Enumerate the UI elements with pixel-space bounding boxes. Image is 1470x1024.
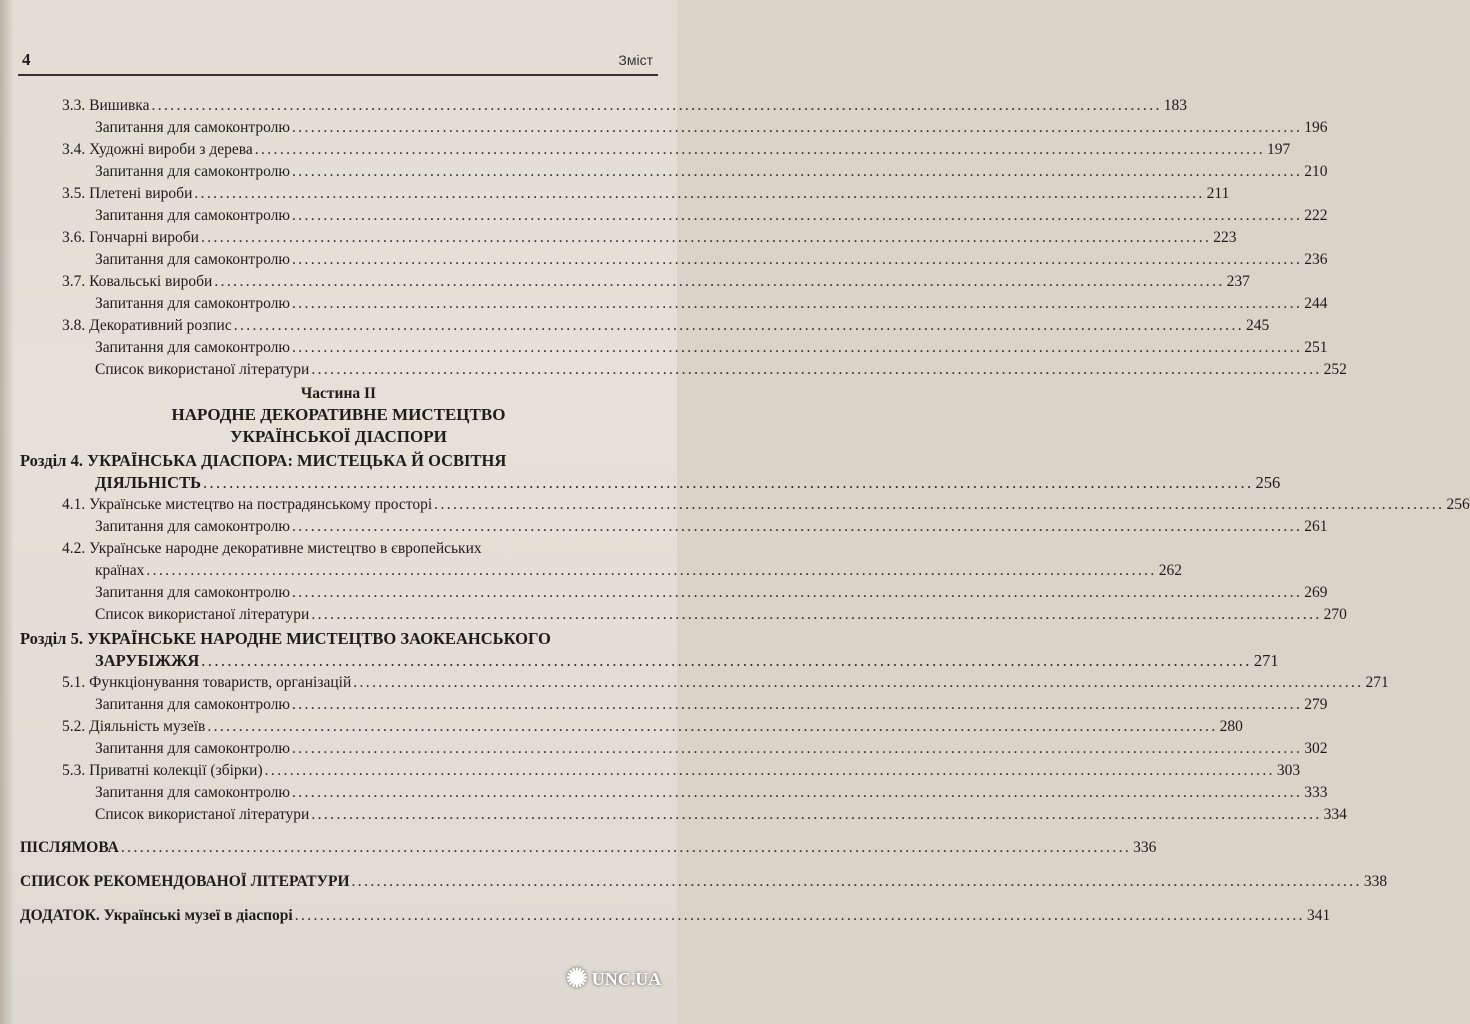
toc-leader: .................................................................................................................................................................	[291, 696, 1303, 713]
part-title-line2: УКРАЇНСЬКОЇ ДІАСПОРИ	[230, 427, 447, 446]
toc-entry-bibliography[interactable]	[95, 605, 1347, 625]
toc-leader: .................................................................................................................................................................	[291, 119, 1303, 136]
toc-entry-questions[interactable]	[95, 162, 1328, 182]
part-label: Частина II	[300, 385, 377, 402]
toc-leader: .................................................................................................................................................................	[264, 762, 1275, 779]
toc-page: 245	[1246, 317, 1270, 334]
toc-label: ЗАРУБІЖЖЯ	[95, 651, 200, 670]
toc-label: 4.1. Українське мистецтво на пострадянському просторі	[62, 496, 433, 513]
toc-page: 334	[1323, 806, 1347, 823]
toc-label: 3.7. Ковальські вироби	[62, 273, 213, 290]
toc-label: Запитання для самоконтролю	[95, 251, 290, 268]
toc-leader: .................................................................................................................................................................	[151, 97, 1162, 114]
toc-label: Запитання для самоконтролю	[95, 119, 290, 136]
toc-leader: .................................................................................................................................................................	[201, 651, 1252, 670]
toc-label: 3.3. Вишивка	[62, 97, 150, 114]
toc-leader: .................................................................................................................................................................	[291, 518, 1303, 535]
section-5-title[interactable]: Розділ 5. УКРАЇНСЬКЕ НАРОДНЕ МИСТЕЦТВО ЗАОКЕАНСЬКОГО	[20, 629, 551, 648]
toc-page: 252	[1323, 361, 1347, 378]
toc-label: Список використаної літератури	[95, 606, 310, 623]
toc-leader: .................................................................................................................................................................	[291, 339, 1303, 356]
site-watermark	[566, 966, 661, 992]
toc-label: Запитання для самоконтролю	[95, 696, 290, 713]
toc-entry-3-6[interactable]	[62, 228, 1237, 248]
toc-label: ПІСЛЯМОВА	[20, 839, 119, 856]
toc-label: ДОДАТОК. Українські музеї в діаспорі	[20, 907, 293, 924]
toc-label: СПИСОК РЕКОМЕНДОВАНОЇ ЛІТЕРАТУРИ	[20, 873, 350, 890]
toc-entry-questions[interactable]	[95, 783, 1328, 803]
toc-label: Запитання для самоконтролю	[95, 295, 290, 312]
toc-page: 302	[1304, 740, 1328, 757]
toc-entry-questions[interactable]	[95, 338, 1328, 358]
toc-leader: .................................................................................................................................................................	[311, 806, 1322, 823]
toc-leader: .................................................................................................................................................................	[291, 584, 1303, 601]
toc-entry-bibliography[interactable]	[95, 805, 1347, 825]
toc-leader: .................................................................................................................................................................	[291, 207, 1303, 224]
toc-entry-4-2[interactable]: 4.2. Українське народне декоративне мистецтво в європейських	[62, 540, 482, 557]
toc-entry-questions[interactable]	[95, 294, 1328, 314]
toc-label: 5.3. Приватні колекції (збірки)	[62, 762, 263, 779]
toc-label: країнах	[95, 562, 145, 579]
toc-entry-section-5[interactable]	[95, 651, 1279, 671]
toc-leader: .................................................................................................................................................................	[434, 496, 1445, 513]
toc-entry-5-3[interactable]	[62, 761, 1301, 781]
toc-leader: .................................................................................................................................................................	[202, 473, 1254, 492]
toc-page: 223	[1213, 229, 1237, 246]
toc-leader: .................................................................................................................................................................	[254, 141, 1266, 158]
page-gutter-shadow	[0, 0, 14, 1024]
toc-entry-bibliography[interactable]	[95, 360, 1347, 380]
toc-entry-questions[interactable]	[95, 118, 1328, 138]
toc-page: 251	[1304, 339, 1328, 356]
toc-page: 261	[1304, 518, 1328, 535]
toc-page: 222	[1304, 207, 1328, 224]
toc-page: 210	[1304, 163, 1328, 180]
running-title: Зміст	[618, 52, 653, 68]
toc-leader: .................................................................................................................................................................	[291, 740, 1303, 757]
toc-label: Запитання для самоконтролю	[95, 207, 290, 224]
toc-page: 338	[1363, 873, 1388, 890]
toc-leader: .................................................................................................................................................................	[311, 361, 1322, 378]
toc-entry-4-2-cont[interactable]	[95, 561, 1182, 581]
toc-label: Запитання для самоконтролю	[95, 163, 290, 180]
toc-leader: .................................................................................................................................................................	[291, 295, 1303, 312]
toc-page: 341	[1306, 907, 1331, 924]
toc-entry-questions[interactable]	[95, 739, 1328, 759]
toc-page: 271	[1365, 674, 1389, 691]
toc-entry-section-4[interactable]	[95, 473, 1281, 493]
toc-page: 271	[1253, 651, 1279, 670]
toc-leader: .................................................................................................................................................................	[233, 317, 1245, 334]
toc-leader: .................................................................................................................................................................	[291, 163, 1303, 180]
toc-label: Запитання для самоконтролю	[95, 339, 290, 356]
toc-leader: .................................................................................................................................................................	[194, 185, 1205, 202]
toc-leader: .................................................................................................................................................................	[146, 562, 1157, 579]
toc-entry-5-1[interactable]	[62, 673, 1389, 693]
toc-entry-appendix[interactable]	[20, 906, 1331, 926]
toc-leader: .................................................................................................................................................................	[291, 251, 1303, 268]
page-number: 4	[22, 50, 31, 69]
toc-label: 3.8. Декоративний розпис	[62, 317, 232, 334]
toc-entry-questions[interactable]	[95, 583, 1328, 603]
toc-page: 196	[1304, 119, 1328, 136]
toc-page: 236	[1304, 251, 1328, 268]
toc-leader: .................................................................................................................................................................	[351, 873, 1362, 890]
toc-page: 336	[1133, 839, 1157, 856]
toc-label: Список використаної літератури	[95, 361, 310, 378]
toc-leader: .................................................................................................................................................................	[200, 229, 1212, 246]
toc-label: 3.5. Плетені вироби	[62, 185, 193, 202]
toc-page: 197	[1267, 141, 1291, 158]
toc-page: 333	[1304, 784, 1328, 801]
toc-entry-questions[interactable]	[95, 250, 1328, 270]
starburst-icon: ✺	[566, 964, 588, 993]
toc-label: ДІЯЛЬНІСТЬ	[95, 473, 201, 492]
toc-page: 279	[1304, 696, 1328, 713]
toc-leader: .................................................................................................................................................................	[294, 907, 1305, 924]
toc-label: 3.4. Художні вироби з дерева	[62, 141, 253, 158]
toc-leader: .................................................................................................................................................................	[214, 273, 1225, 290]
toc-entry-4-1[interactable]	[62, 495, 1470, 515]
page-header	[0, 50, 677, 76]
toc-page: 211	[1206, 185, 1230, 202]
toc-page: 262	[1158, 562, 1182, 579]
toc-entry-questions[interactable]	[95, 695, 1328, 715]
toc-entry-3-3[interactable]	[62, 96, 1188, 116]
toc-leader: .................................................................................................................................................................	[353, 674, 1364, 691]
toc-page: 183	[1163, 97, 1188, 114]
toc-entry-recommended-literature[interactable]	[20, 872, 1388, 892]
toc-page: 269	[1304, 584, 1328, 601]
toc-entry-3-5[interactable]	[62, 184, 1230, 204]
toc-entry-questions[interactable]	[95, 206, 1328, 226]
toc-leader: .................................................................................................................................................................	[120, 839, 1132, 856]
toc-label: Запитання для самоконтролю	[95, 784, 290, 801]
toc-label: 3.6. Гончарні вироби	[62, 229, 199, 246]
toc-label: Запитання для самоконтролю	[95, 518, 290, 535]
toc-label: Запитання для самоконтролю	[95, 584, 290, 601]
toc-leader: .................................................................................................................................................................	[207, 718, 1218, 735]
part-title-line1: НАРОДНЕ ДЕКОРАТИВНЕ МИСТЕЦТВО	[171, 405, 506, 424]
toc-leader: .................................................................................................................................................................	[291, 784, 1303, 801]
toc-page: 280	[1219, 718, 1243, 735]
toc-page: 270	[1323, 606, 1347, 623]
header-rule	[18, 74, 658, 76]
toc-page: 303	[1276, 762, 1301, 779]
toc-page: 256	[1255, 473, 1281, 492]
toc-entry-3-7[interactable]	[62, 272, 1250, 292]
toc-entry-3-8[interactable]	[62, 316, 1270, 336]
toc-page: 244	[1304, 295, 1328, 312]
toc-label: Запитання для самоконтролю	[95, 740, 290, 757]
toc-entry-questions[interactable]	[95, 517, 1328, 537]
toc-page: 237	[1226, 273, 1250, 290]
section-4-title[interactable]: Розділ 4. УКРАЇНСЬКА ДІАСПОРА: МИСТЕЦЬКА Й ОСВІТНЯ	[20, 451, 507, 470]
toc-entry-5-2[interactable]	[62, 717, 1243, 737]
toc-page: 256	[1446, 496, 1470, 513]
toc-entry-3-4[interactable]	[62, 140, 1291, 160]
toc-leader: .................................................................................................................................................................	[311, 606, 1322, 623]
toc-label: Список використаної літератури	[95, 806, 310, 823]
toc-label: 5.1. Функціонування товариств, організацій	[62, 674, 352, 691]
toc-label: 5.2. Діяльність музеїв	[62, 718, 206, 735]
watermark-text: UNC.UA	[591, 968, 662, 989]
toc-entry-afterword[interactable]	[20, 838, 1157, 858]
